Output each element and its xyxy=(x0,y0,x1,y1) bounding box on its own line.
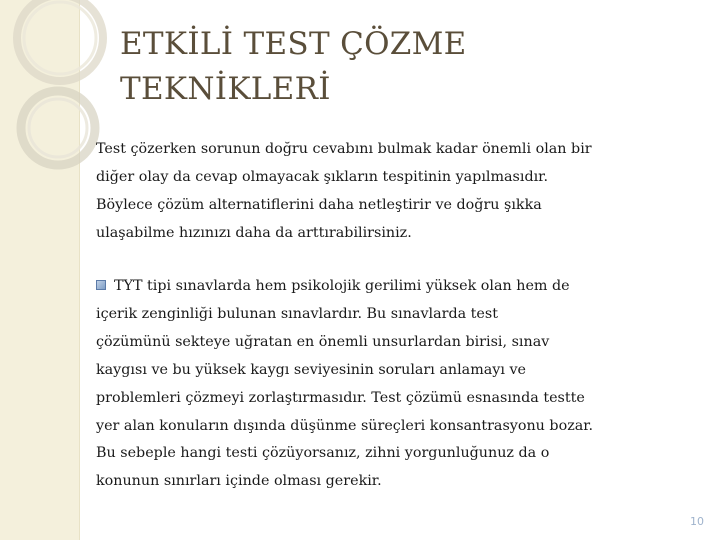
paragraph-line: içerik zenginliği bulunan sınavlardır. Bu sınavlarda test xyxy=(96,305,498,322)
page-number: 10 xyxy=(690,515,704,528)
bullet-line-first xyxy=(96,273,656,301)
paragraph-line: ulaşabilme hızınızı daha da arttırabilirsiniz. xyxy=(96,224,412,241)
paragraph-line: kaygısı ve bu yüksek kaygı seviyesinin soruları anlamayı ve xyxy=(96,361,527,378)
bullet-paragraph xyxy=(96,273,656,496)
paragraph-line: Test çözerken sorunun doğru cevabını bulmak kadar önemli olan bir xyxy=(96,141,592,157)
paragraph-line: çözümünü sekteye uğratan en önemli unsurlardan birisi, sınav xyxy=(96,333,550,350)
bullet-text: TYT tipi sınavlarda hem psikolojik gerilimi yüksek olan hem de xyxy=(114,278,570,294)
intro-paragraph xyxy=(96,136,656,248)
paragraph-line: Böylece çözüm alternatiflerini daha netleştirir ve doğru şıkka xyxy=(96,196,542,213)
paragraph-line: problemleri çözmeyi zorlaştırmasıdır. Test çözümü esnasında testte xyxy=(96,389,585,406)
title-line: ETKİLİ TEST ÇÖZME xyxy=(120,26,467,62)
slide-title xyxy=(120,22,680,112)
paragraph-line: konunun sınırları içinde olması gerekir. xyxy=(96,473,382,490)
square-bullet-icon xyxy=(96,280,106,290)
title-line: TEKNİKLERİ xyxy=(120,71,331,107)
paragraph-line: yer alan konuların dışında düşünme süreçleri konsantrasyonu bozar. xyxy=(96,417,594,434)
paragraph-line: Bu sebeple hangi testi çözüyorsanız, zihni yorgunluğunuz da o xyxy=(96,445,550,462)
paragraph-line: diğer olay da cevap olmayacak şıkların tespitinin yapılmasıdır. xyxy=(96,168,548,185)
